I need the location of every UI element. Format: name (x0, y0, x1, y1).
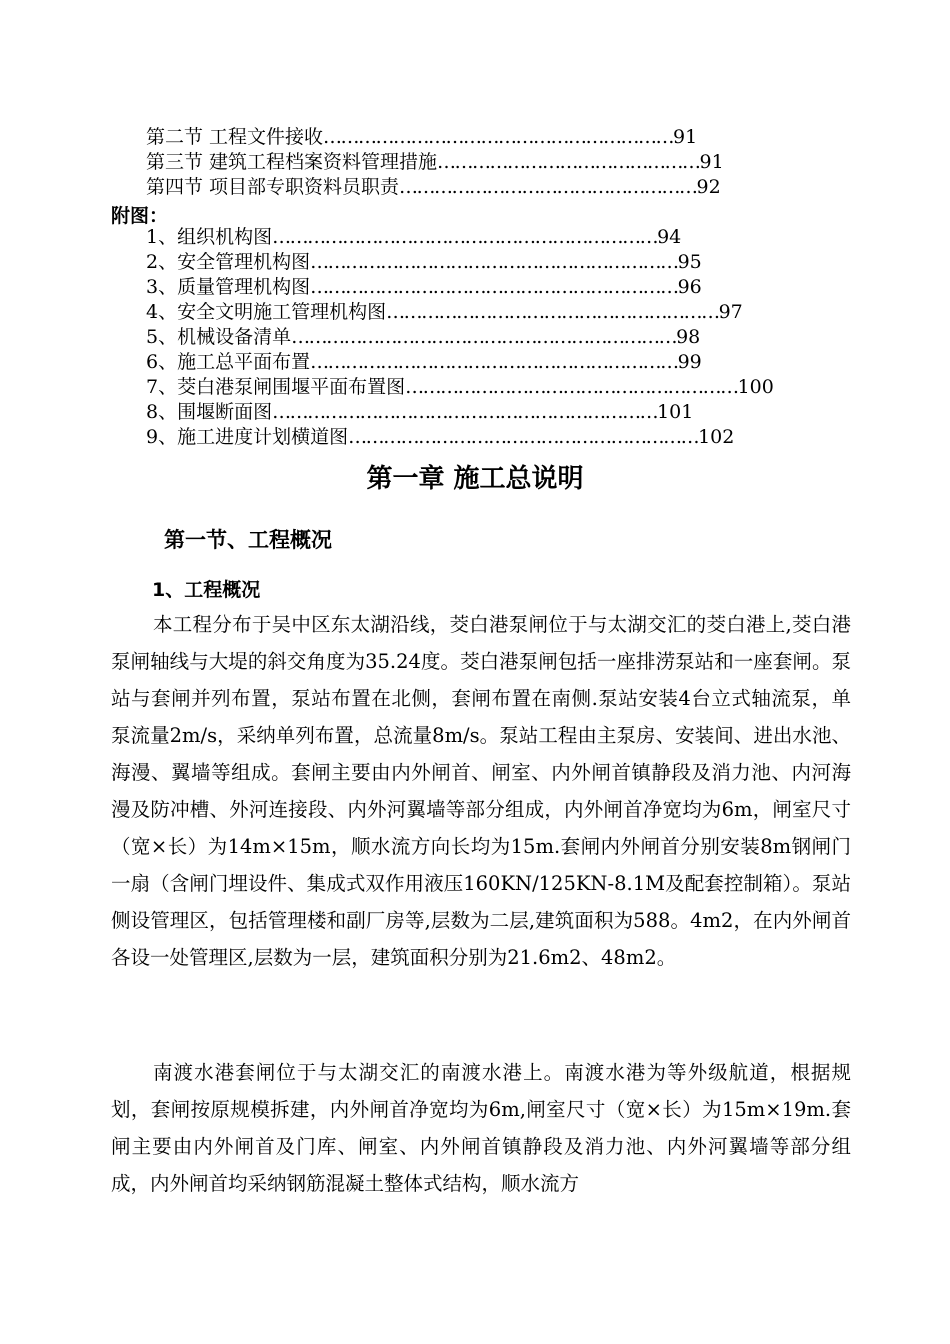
toc-figure-item[interactable] (146, 400, 693, 424)
toc-item[interactable] (146, 125, 697, 149)
toc-page-number: 96 (677, 276, 702, 298)
toc-item-label: 2、安全管理机构图 (146, 251, 311, 273)
toc-figure-item[interactable] (146, 325, 700, 349)
toc-leader-dots: ………………………………………………………… (291, 326, 677, 348)
toc-item-label: 7、茭白港泵闸围堰平面布置图 (146, 376, 406, 398)
toc-item-label: 8、围堰断面图 (146, 401, 273, 423)
toc-page-number: 99 (677, 351, 702, 373)
toc-leader-dots: …………………………………………………… (323, 126, 674, 148)
toc-item-label: 第二节 工程文件接收 (146, 126, 324, 148)
toc-figure-item[interactable] (146, 225, 681, 249)
toc-page-number: 91 (673, 126, 698, 148)
toc-page-number: 94 (657, 226, 682, 248)
toc-leader-dots: ………………………………………………………… (272, 226, 658, 248)
toc-leader-dots: ……………………………………………………… (310, 251, 678, 273)
toc-leader-dots: ……………………………………… (437, 151, 700, 173)
toc-page-number: 91 (699, 151, 724, 173)
toc-page-number: 95 (677, 251, 702, 273)
toc-page-number: 98 (676, 326, 701, 348)
toc-leader-dots: ………………………………………………… (386, 301, 719, 323)
toc-leader-dots: …………………………………………… (399, 176, 697, 198)
toc-page-number: 101 (657, 401, 694, 423)
toc-leader-dots: ………………………………………………… (405, 376, 738, 398)
toc-page-number: 97 (718, 301, 743, 323)
toc-leader-dots: ……………………………………………………… (310, 276, 678, 298)
chapter-title: 第一章 施工总说明 (366, 464, 584, 494)
toc-figure-item[interactable] (146, 275, 702, 299)
toc-item-label: 6、施工总平面布置 (146, 351, 311, 373)
toc-item-label: 1、组织机构图 (146, 226, 273, 248)
toc-page-number: 102 (698, 426, 735, 448)
toc-figure-item[interactable] (146, 350, 702, 374)
toc-figure-item[interactable] (146, 250, 702, 274)
toc-leader-dots: …………………………………………………… (348, 426, 699, 448)
toc-page-number: 100 (737, 376, 774, 398)
toc-page-number: 92 (696, 176, 721, 198)
body-paragraph: 南渡水港套闸位于与太湖交汇的南渡水港上。南渡水港为等外级航道，根据规划，套闸按原规模拆建，内外闸首净宽均为6m,闸室尺寸（宽×长）为15m×19m.套闸主要由内外闸首及门库、闸室、内外闸首镇静段及消力池、内外河翼墙等部分组成，内外闸首均采纳钢筋混凝土整体式结构，顺水流方 (111, 1061, 851, 1195)
body-paragraph: 本工程分布于吴中区东太湖沿线，茭白港泵闸位于与太湖交汇的茭白港上,茭白港泵闸轴线与大堤的斜交角度为35.24度。茭白港泵闸包括一座排涝泵站和一座套闸。泵站与套闸并列布置，泵站布置在北侧，套闸布置在南侧.泵站安装4台立式轴流泵，单泵流量2m/s，采纳单列布置，总流量8m/s。泵站工程由主泵房、安装间、进出水池、海漫、翼墙等组成。套闸主要由内外闸首、闸室、内外闸首镇静段及消力池、内河海漫及防冲槽、外河连接段、内外河翼墙等部分组成，内外闸首净宽均为6m，闸室尺寸（宽×长）为14m×15m，顺水流方向长均为15m.套闸内外闸首分别安装8m钢闸门一扇（含闸门埋设件、集成式双作用液压160KN/125KN-8.1M及配套控制箱）。泵站侧设管理区，包括管理楼和副厂房等,层数为二层,建筑面积为588。4m2，在内外闸首各设一处管理区,层数为一层，建筑面积分别为21.6m2、48m2。 (111, 613, 851, 969)
toc-item-label: 3、质量管理机构图 (146, 276, 311, 298)
toc-figure-item[interactable] (146, 300, 743, 324)
toc-item-label: 第三节 建筑工程档案资料管理措施 (146, 151, 438, 173)
toc-item[interactable] (146, 175, 721, 199)
toc-item-label: 第四节 项目部专职资料员职责 (146, 176, 400, 198)
toc-figure-item[interactable] (146, 375, 774, 399)
figures-heading: 附图： (111, 205, 169, 227)
toc-item-label: 4、安全文明施工管理机构图 (146, 301, 387, 323)
toc-figure-item[interactable] (146, 425, 734, 449)
subsection-title: 1、工程概况 (152, 579, 261, 601)
toc-item[interactable] (146, 150, 724, 174)
toc-leader-dots: ……………………………………………………… (310, 351, 678, 373)
toc-item-label: 5、机械设备清单 (146, 326, 292, 348)
section-title: 第一节、工程概况 (164, 528, 332, 552)
toc-item-label: 9、施工进度计划横道图 (146, 426, 349, 448)
toc-leader-dots: ………………………………………………………… (272, 401, 658, 423)
